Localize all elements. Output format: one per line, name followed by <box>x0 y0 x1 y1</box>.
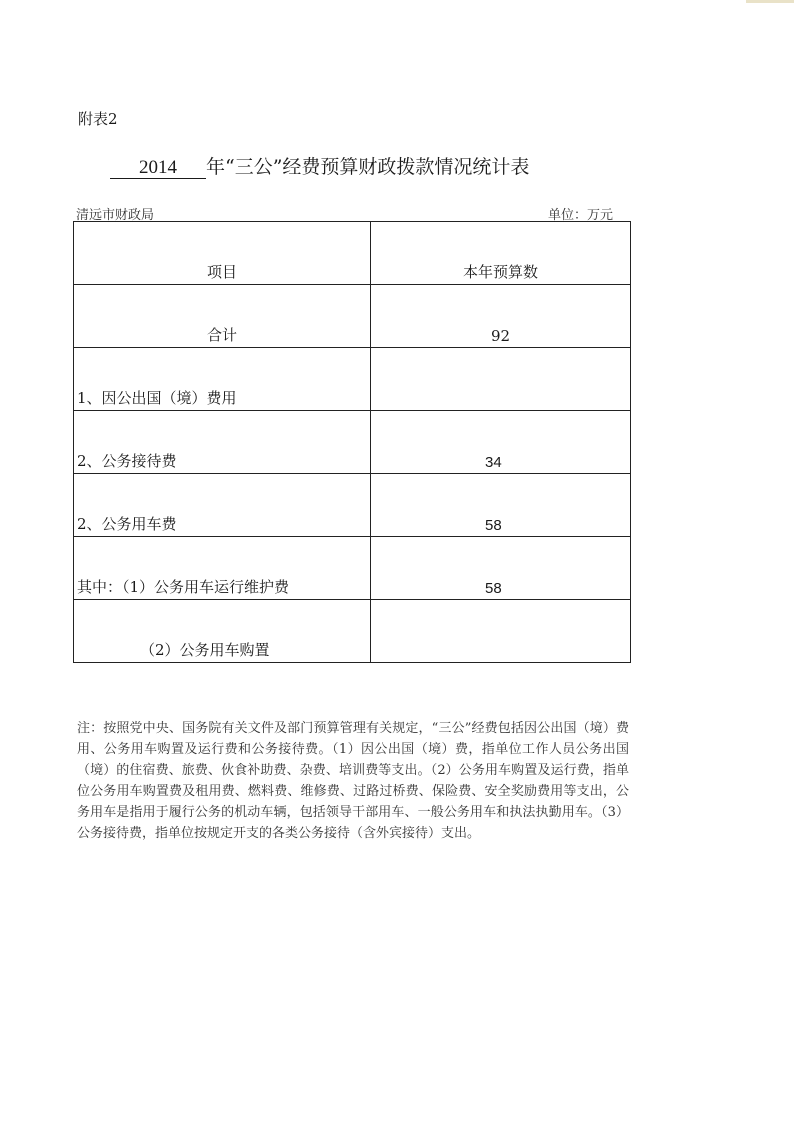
row-value: 58 <box>371 474 631 537</box>
header-item: 项目 <box>74 222 371 285</box>
title-year: 2014 <box>110 158 206 179</box>
unit-label: 单位：万元 <box>548 208 614 223</box>
budget-table <box>73 221 631 663</box>
row-value: 92 <box>371 285 631 348</box>
title-text: 年“三公”经费预算财政拨款情况统计表 <box>206 156 530 178</box>
row-item: 2、公务用车费 <box>74 474 371 537</box>
table-row <box>74 474 631 537</box>
table-row <box>74 285 631 348</box>
table-row <box>74 411 631 474</box>
table-row <box>74 600 631 663</box>
row-value <box>371 348 631 411</box>
header-budget: 本年预算数 <box>371 222 631 285</box>
table-row <box>74 348 631 411</box>
row-item: 1、因公出国（境）费用 <box>74 348 371 411</box>
row-item: 合计 <box>74 285 371 348</box>
row-item: 2、公务接待费 <box>74 411 371 474</box>
row-value <box>371 600 631 663</box>
table-row <box>74 537 631 600</box>
table-header-row <box>74 222 631 285</box>
row-value: 58 <box>371 537 631 600</box>
annex-label: 附表2 <box>78 110 118 128</box>
scan-edge-mark <box>746 0 794 3</box>
page-title <box>110 152 529 179</box>
row-item: （2）公务用车购置 <box>74 600 371 663</box>
department-label: 清远市财政局 <box>76 208 155 223</box>
row-item: 其中：（1）公务用车运行维护费 <box>74 537 371 600</box>
row-value: 34 <box>371 411 631 474</box>
footnote: 注：按照党中央、国务院有关文件及部门预算管理有关规定，“三公”经费包括因公出国（境）费用、公务用车购置及运行费和公务接待费。（1）因公出国（境）费，指单位工作人员公务出国（境）的住宿费、旅费、伙食补助费、杂费、培训费等支出。（2）公务用车购置及运行费，指单位公务用车购置费及租用费、燃料费、维修费、过路过桥费、保险费、安全奖励费用等支出，公务用车是指用于履行公务的机动车辆，包括领导干部用车、一般公务用车和执法执勤用车。（3）公务接待费，指单位按规定开支的各类公务接待（含外宾接待）支出。 <box>77 721 629 841</box>
